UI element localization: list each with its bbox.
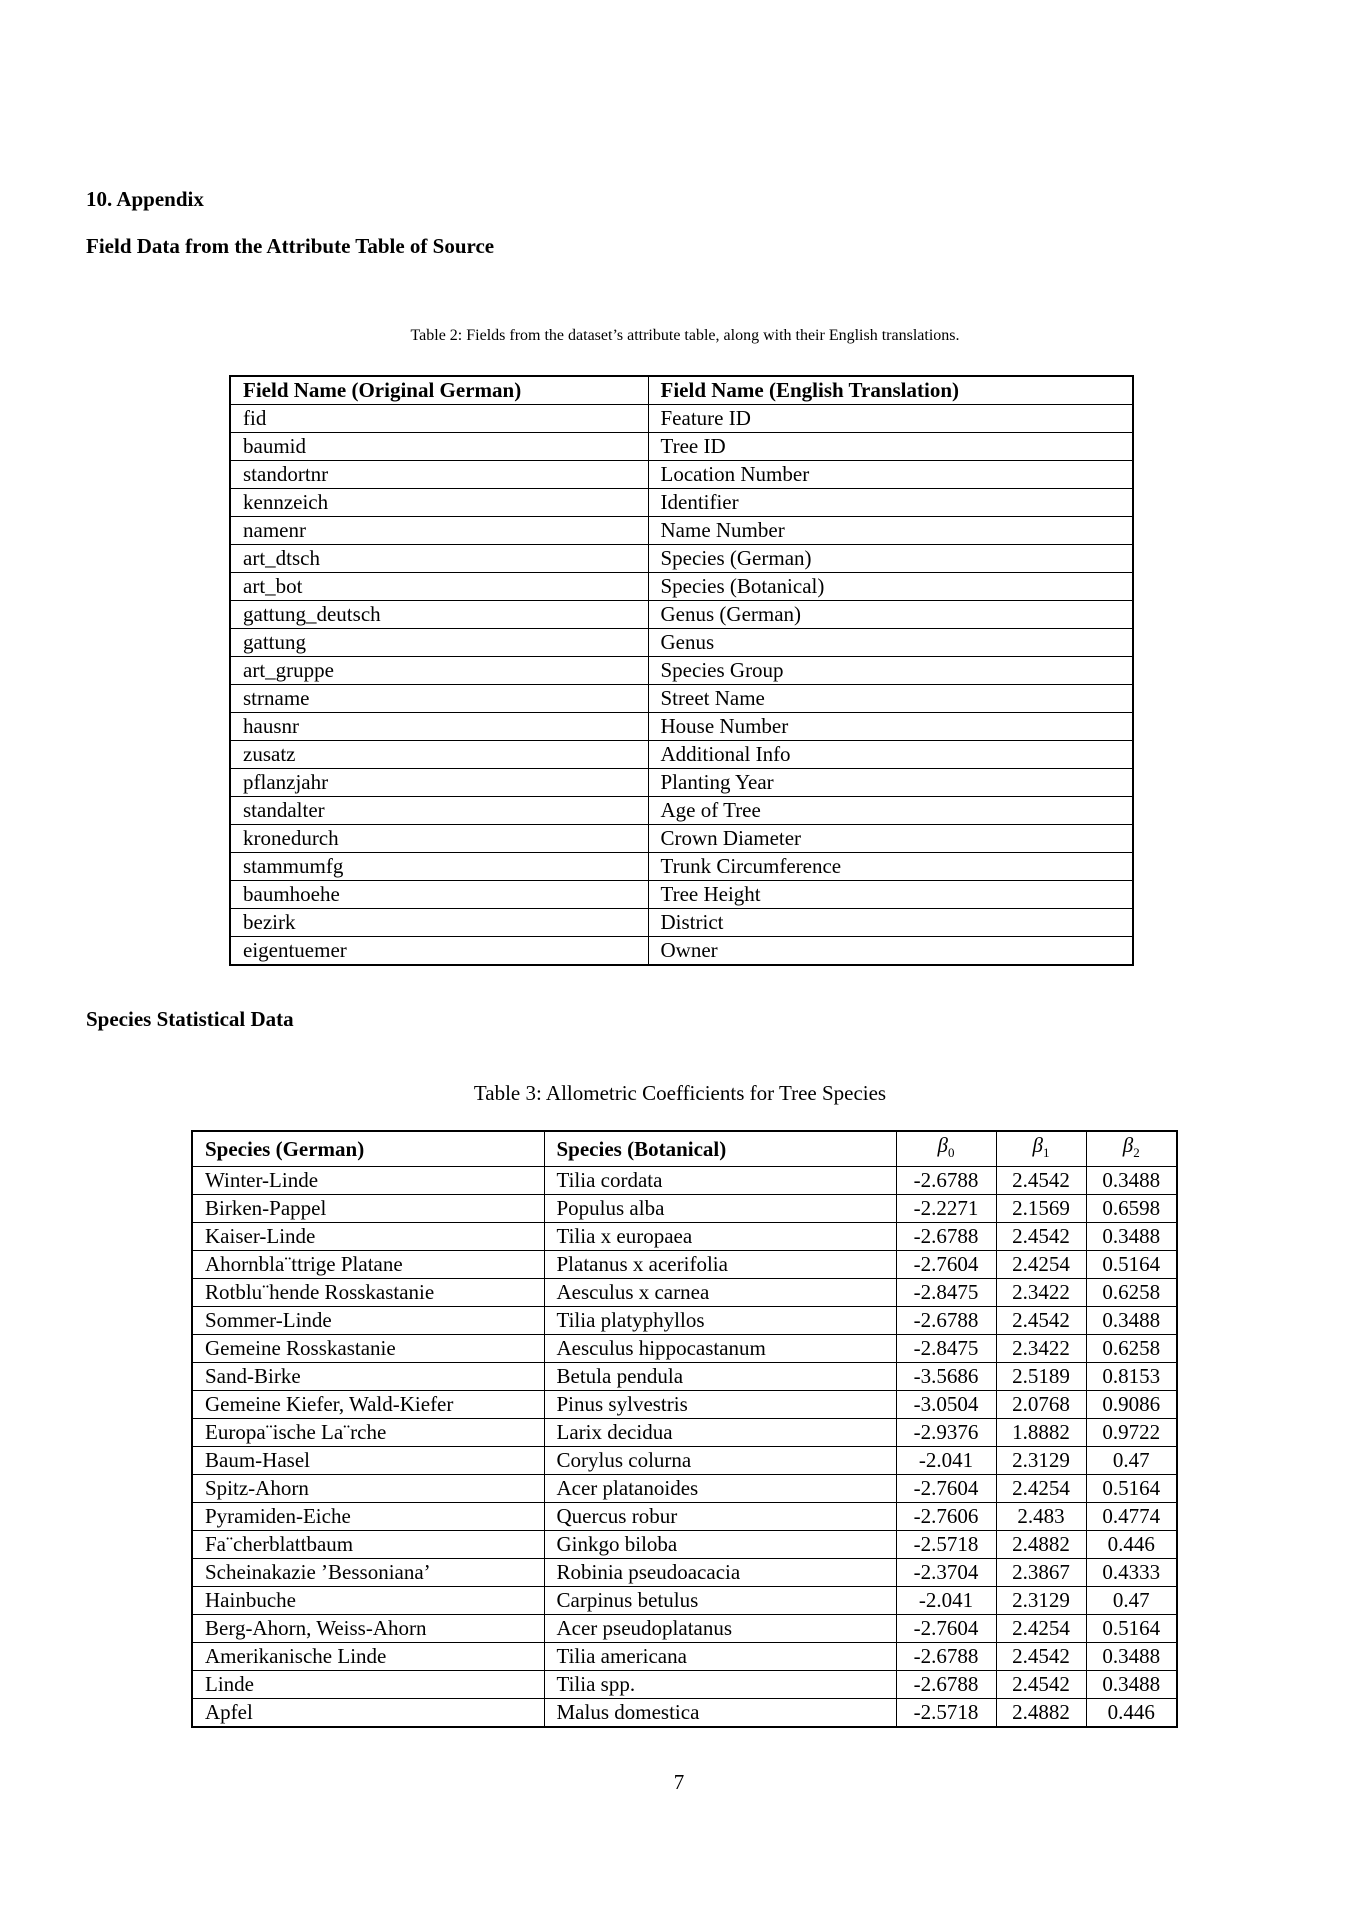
table-cell: gattung_deutsch [230, 601, 648, 629]
appendix-heading: 10. Appendix [86, 187, 204, 211]
table-cell: Acer pseudoplatanus [544, 1615, 896, 1643]
table-row [230, 573, 1133, 601]
table-cell: 0.9086 [1086, 1391, 1177, 1419]
table-cell: Tilia americana [544, 1643, 896, 1671]
table-cell: -2.041 [896, 1447, 996, 1475]
table-row [192, 1195, 1177, 1223]
table-row [192, 1307, 1177, 1335]
table-cell: Pinus sylvestris [544, 1391, 896, 1419]
table-row [192, 1475, 1177, 1503]
table-cell: Pyramiden-Eiche [192, 1503, 544, 1531]
table-cell: 2.4254 [996, 1475, 1086, 1503]
table-cell: 2.4882 [996, 1699, 1086, 1728]
table-cell: Age of Tree [648, 797, 1133, 825]
table-row [230, 685, 1133, 713]
table-cell: 0.3488 [1086, 1223, 1177, 1251]
table-cell: Identifier [648, 489, 1133, 517]
fields-table [229, 375, 1134, 966]
table-cell: 0.446 [1086, 1531, 1177, 1559]
table-cell: Aesculus hippocastanum [544, 1335, 896, 1363]
table-cell: Name Number [648, 517, 1133, 545]
header-species-botanical: Species (Botanical) [544, 1131, 896, 1167]
table-cell: 0.47 [1086, 1587, 1177, 1615]
table-row [192, 1503, 1177, 1531]
table-cell: 2.4882 [996, 1531, 1086, 1559]
table-header-row [230, 376, 1133, 405]
table-row [230, 937, 1133, 966]
table-cell: Genus [648, 629, 1133, 657]
table-cell: Europa¨ische La¨rche [192, 1419, 544, 1447]
table-cell: 2.483 [996, 1503, 1086, 1531]
table-row [192, 1335, 1177, 1363]
table-row [192, 1587, 1177, 1615]
table-header-row [192, 1131, 1177, 1167]
table-cell: Ginkgo biloba [544, 1531, 896, 1559]
table-row [230, 601, 1133, 629]
table-cell: -3.5686 [896, 1363, 996, 1391]
table-row [192, 1251, 1177, 1279]
table-row [192, 1391, 1177, 1419]
table-cell: Populus alba [544, 1195, 896, 1223]
table-row [192, 1279, 1177, 1307]
table-row [230, 769, 1133, 797]
table-cell: stammumfg [230, 853, 648, 881]
table-cell: gattung [230, 629, 648, 657]
table-cell: 0.446 [1086, 1699, 1177, 1728]
table-cell: 0.3488 [1086, 1167, 1177, 1195]
table-cell: Rotblu¨hende Rosskastanie [192, 1279, 544, 1307]
table-cell: Linde [192, 1671, 544, 1699]
table3-caption: Table 3: Allometric Coefficients for Tree Species [473, 1081, 887, 1105]
header-species-german: Species (German) [192, 1131, 544, 1167]
table-cell: -2.7604 [896, 1615, 996, 1643]
table-cell: Planting Year [648, 769, 1133, 797]
table-cell: Apfel [192, 1699, 544, 1728]
table-cell: -2.6788 [896, 1671, 996, 1699]
species-table [191, 1130, 1178, 1728]
table-cell: 2.0768 [996, 1391, 1086, 1419]
beta-symbol: β [937, 1133, 948, 1157]
table-cell: 2.4542 [996, 1643, 1086, 1671]
table-cell: -2.6788 [896, 1307, 996, 1335]
table-cell: pflanzjahr [230, 769, 648, 797]
table-cell: -2.7604 [896, 1475, 996, 1503]
header-beta2 [1086, 1131, 1177, 1167]
table-row [230, 853, 1133, 881]
table-cell: Genus (German) [648, 601, 1133, 629]
beta-subscript: 1 [1042, 1145, 1050, 1161]
table-cell: Carpinus betulus [544, 1587, 896, 1615]
table-cell: District [648, 909, 1133, 937]
table-cell: Tilia x europaea [544, 1223, 896, 1251]
field-data-heading: Field Data from the Attribute Table of Source [86, 234, 495, 258]
table-cell: 0.4774 [1086, 1503, 1177, 1531]
table-cell: 2.3422 [996, 1279, 1086, 1307]
table-row [230, 461, 1133, 489]
table-cell: -3.0504 [896, 1391, 996, 1419]
table-cell: kronedurch [230, 825, 648, 853]
table-cell: hausnr [230, 713, 648, 741]
table-cell: -2.7604 [896, 1251, 996, 1279]
table2-caption: Table 2: Fields from the dataset’s attribute table, along with their English translations. [410, 327, 960, 344]
table-row [230, 741, 1133, 769]
table-cell: Corylus colurna [544, 1447, 896, 1475]
table-cell: art_gruppe [230, 657, 648, 685]
table-row [192, 1419, 1177, 1447]
table-cell: Gemeine Kiefer, Wald-Kiefer [192, 1391, 544, 1419]
table-cell: eigentuemer [230, 937, 648, 966]
table-cell: 1.8882 [996, 1419, 1086, 1447]
table-row [192, 1559, 1177, 1587]
table-cell: Scheinakazie ’Bessoniana’ [192, 1559, 544, 1587]
table-cell: Aesculus x carnea [544, 1279, 896, 1307]
table-cell: -2.5718 [896, 1531, 996, 1559]
table-cell: kennzeich [230, 489, 648, 517]
species-stats-heading: Species Statistical Data [86, 1007, 294, 1031]
table-cell: Spitz-Ahorn [192, 1475, 544, 1503]
table-cell: Crown Diameter [648, 825, 1133, 853]
table-cell: -2.9376 [896, 1419, 996, 1447]
table-row [192, 1671, 1177, 1699]
table-row [230, 797, 1133, 825]
table-row [192, 1531, 1177, 1559]
table-cell: 0.9722 [1086, 1419, 1177, 1447]
table-cell: 0.3488 [1086, 1671, 1177, 1699]
table-cell: bezirk [230, 909, 648, 937]
table-cell: standortnr [230, 461, 648, 489]
table-cell: strname [230, 685, 648, 713]
table-cell: House Number [648, 713, 1133, 741]
table-cell: 0.5164 [1086, 1615, 1177, 1643]
table-cell: -2.041 [896, 1587, 996, 1615]
table-row [230, 657, 1133, 685]
table-cell: 0.4333 [1086, 1559, 1177, 1587]
table-cell: 2.4542 [996, 1223, 1086, 1251]
table-cell: namenr [230, 517, 648, 545]
table-cell: Malus domestica [544, 1699, 896, 1728]
table-cell: fid [230, 405, 648, 433]
table-cell: art_dtsch [230, 545, 648, 573]
table-cell: 2.3129 [996, 1447, 1086, 1475]
table-row [192, 1363, 1177, 1391]
table-cell: Species (Botanical) [648, 573, 1133, 601]
table-row [230, 405, 1133, 433]
table-cell: 2.3867 [996, 1559, 1086, 1587]
table-cell: Ahornbla¨ttrige Platane [192, 1251, 544, 1279]
table-cell: Tilia cordata [544, 1167, 896, 1195]
table-cell: Tilia spp. [544, 1671, 896, 1699]
table-cell: Fa¨cherblattbaum [192, 1531, 544, 1559]
table-cell: Larix decidua [544, 1419, 896, 1447]
table-cell: Trunk Circumference [648, 853, 1133, 881]
table-row [192, 1643, 1177, 1671]
table-row [192, 1223, 1177, 1251]
table-cell: Feature ID [648, 405, 1133, 433]
table-cell: Gemeine Rosskastanie [192, 1335, 544, 1363]
header-german-field: Field Name (Original German) [230, 376, 648, 405]
table-cell: 0.3488 [1086, 1643, 1177, 1671]
table-cell: 2.4254 [996, 1251, 1086, 1279]
table-cell: 2.4254 [996, 1615, 1086, 1643]
table-cell: Location Number [648, 461, 1133, 489]
table-cell: art_bot [230, 573, 648, 601]
table-cell: Acer platanoides [544, 1475, 896, 1503]
table-cell: standalter [230, 797, 648, 825]
header-beta1 [996, 1131, 1086, 1167]
page-number: 7 [673, 1770, 685, 1794]
table-row [192, 1699, 1177, 1728]
table-cell: 2.4542 [996, 1167, 1086, 1195]
table-cell: Additional Info [648, 741, 1133, 769]
table-cell: -2.6788 [896, 1643, 996, 1671]
table-cell: Baum-Hasel [192, 1447, 544, 1475]
table-cell: Tree ID [648, 433, 1133, 461]
table-cell: -2.2271 [896, 1195, 996, 1223]
table-cell: Betula pendula [544, 1363, 896, 1391]
table-cell: Kaiser-Linde [192, 1223, 544, 1251]
table-row [192, 1447, 1177, 1475]
table-cell: Platanus x acerifolia [544, 1251, 896, 1279]
header-beta0 [896, 1131, 996, 1167]
beta-subscript: 2 [1133, 1145, 1140, 1161]
table-cell: -2.5718 [896, 1699, 996, 1728]
table-row [230, 545, 1133, 573]
table-row [230, 489, 1133, 517]
table-cell: baumhoehe [230, 881, 648, 909]
table-cell: 0.5164 [1086, 1475, 1177, 1503]
table-row [192, 1615, 1177, 1643]
table-cell: -2.3704 [896, 1559, 996, 1587]
table-cell: Species Group [648, 657, 1133, 685]
table-cell: 0.5164 [1086, 1251, 1177, 1279]
table-cell: baumid [230, 433, 648, 461]
table-cell: 0.47 [1086, 1447, 1177, 1475]
table-cell: Tree Height [648, 881, 1133, 909]
table-cell: Berg-Ahorn, Weiss-Ahorn [192, 1615, 544, 1643]
table-cell: -2.7606 [896, 1503, 996, 1531]
beta-subscript: 0 [947, 1145, 955, 1161]
table-cell: 0.6258 [1086, 1335, 1177, 1363]
table-cell: Hainbuche [192, 1587, 544, 1615]
beta-symbol: β [1032, 1133, 1043, 1157]
table-cell: 2.4542 [996, 1307, 1086, 1335]
table-row [230, 909, 1133, 937]
table-cell: Sommer-Linde [192, 1307, 544, 1335]
table-cell: Street Name [648, 685, 1133, 713]
table-cell: Owner [648, 937, 1133, 966]
table-cell: 2.3129 [996, 1587, 1086, 1615]
beta-symbol: β [1122, 1133, 1134, 1157]
table-cell: Tilia platyphyllos [544, 1307, 896, 1335]
table-cell: Species (German) [648, 545, 1133, 573]
table-cell: 0.3488 [1086, 1307, 1177, 1335]
table-cell: 2.3422 [996, 1335, 1086, 1363]
table-cell: 2.1569 [996, 1195, 1086, 1223]
table-cell: 0.8153 [1086, 1363, 1177, 1391]
table-row [230, 713, 1133, 741]
table-cell: -2.6788 [896, 1167, 996, 1195]
table-cell: Birken-Pappel [192, 1195, 544, 1223]
table-cell: Robinia pseudoacacia [544, 1559, 896, 1587]
table-row [230, 517, 1133, 545]
table-cell: Quercus robur [544, 1503, 896, 1531]
header-english-field: Field Name (English Translation) [648, 376, 1133, 405]
table-row [230, 881, 1133, 909]
table-cell: -2.8475 [896, 1279, 996, 1307]
table-cell: 0.6598 [1086, 1195, 1177, 1223]
table-cell: zusatz [230, 741, 648, 769]
table-cell: -2.8475 [896, 1335, 996, 1363]
table-cell: Sand-Birke [192, 1363, 544, 1391]
table-row [230, 433, 1133, 461]
table-cell: 2.5189 [996, 1363, 1086, 1391]
table-cell: 2.4542 [996, 1671, 1086, 1699]
table-cell: Winter-Linde [192, 1167, 544, 1195]
table-cell: -2.6788 [896, 1223, 996, 1251]
table-cell: Amerikanische Linde [192, 1643, 544, 1671]
table-row [192, 1167, 1177, 1195]
table-row [230, 629, 1133, 657]
table-row [230, 825, 1133, 853]
table-cell: 0.6258 [1086, 1279, 1177, 1307]
